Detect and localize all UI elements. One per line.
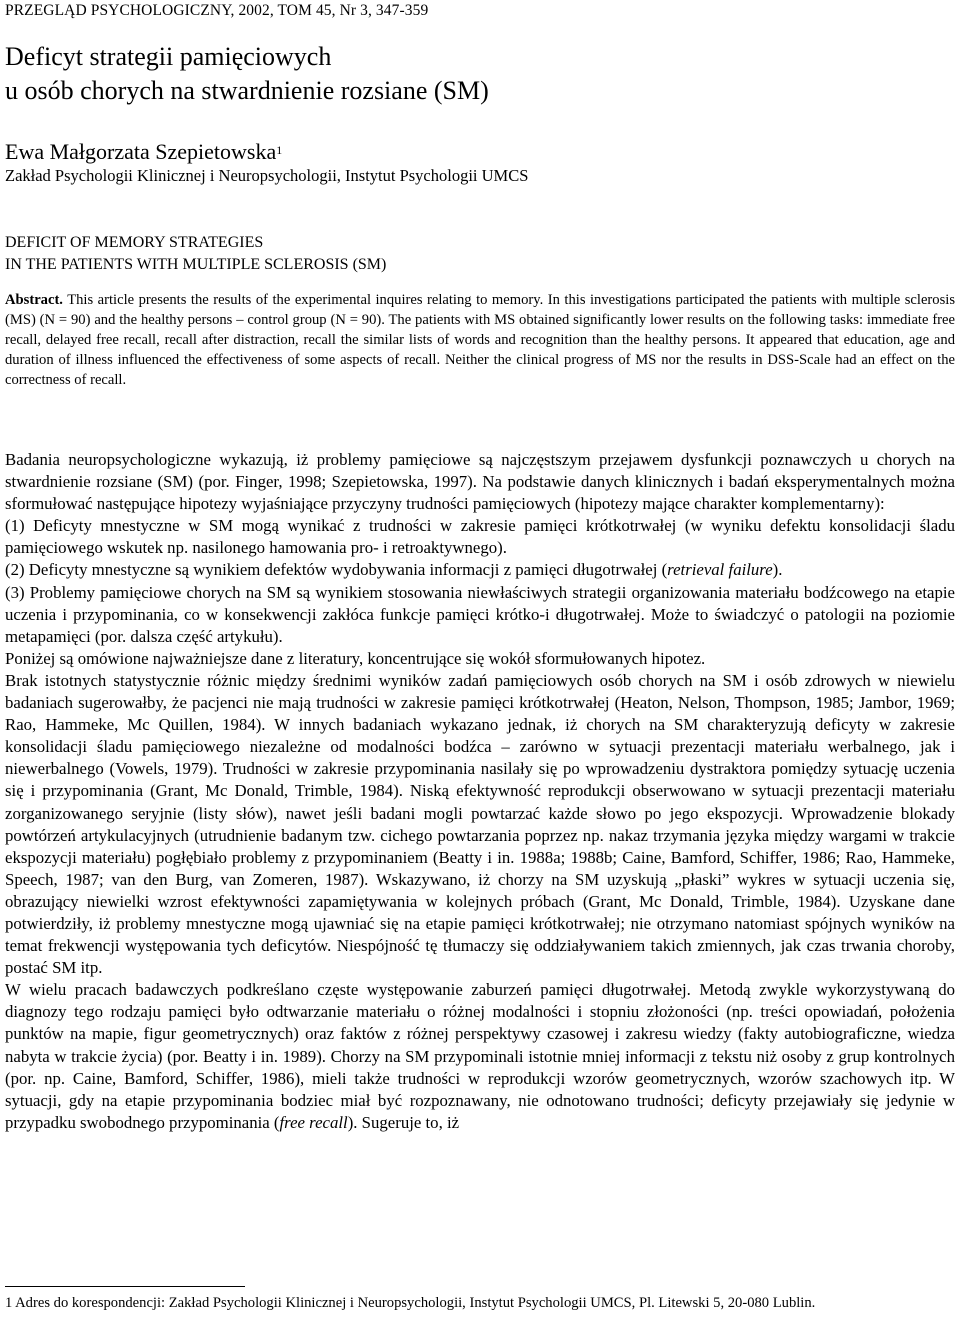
- english-title: [5, 232, 386, 276]
- author-footnote-mark: 1: [276, 143, 283, 157]
- footnote-mark: 1: [5, 1295, 13, 1311]
- abstract-text: This article presents the results of the experimental inquires relating to memory. In this investigations participated the patients with multiple sclerosis (MS) (N = 90) and the healthy persons – control group (N = 90). The patients with MS obtained significantly lower results on the following tasks: immediate free recall, delayed free recall, recall after distraction, recall the similar lists of words and recognition than the healthy persons. It appeared that education, age and duration of illness influenced the effectiveness of some aspects of recall. Neither the clinical progress of MS nor the results in DSS-Scale had an effect on the correctness of recall.: [5, 292, 955, 389]
- english-title-line-2: IN THE PATIENTS WITH MULTIPLE SCLEROSIS (SM): [5, 256, 387, 273]
- abstract: [5, 290, 955, 390]
- paragraph-6: Brak istotnych statystycznie różnic między średnimi wyników zadań pamięciowych osób chorych na SM i osób zdrowych w niewielu badaniach sugerowałby, że pacjenci nie mają trudności w zakresie pamięci krótkotrwałej (Heaton, Nelson, Thompson, 1985; Jambor, 1969; Rao, Hammeke, Mc Quillen, 1984). W innych badaniach wykazano jednak, iż chorych na SM charakteryzują deficyty w zakresie konsolidacji śladu pamięciowego niezależne od modalności bodźca – zarówno w sytuacji prezentacji materiału werbalnego, jak i niewerbalnego (Vowels, 1979). Trudności w zakresie przypominania nasilały się po wprowadzeniu dystraktora pomiędzy sytuację uczenia się i przypominania (Grant, Mc Donald, Trimble, 1984). Niską efektywność reprodukcji obserwowano w sytuacji prezentacji materiału zorganizowanego seryjnie (listy słów), nawet jeśli badani mogli powtarzać każde słowo po jego ekspozycji. Wprowadzenie blokady powtórzeń artykulacyjnych (utrudnienie badanym tzw. cichego powtarzania poprzez np. nakaz trzymania języka między wargami w trakcie ekspozycji materiału) pogłębiało problemy z przypominaniem (Beatty i in. 1988a; 1988b; Caine, Bamford, Schiffer, 1986; Rao, Hammeke, Speech, 1987; van den Burg, van Zomeren, 1987). Wskazywano, iż chorzy na SM uzyskują „płaski” wykres w sytuacji uczenia się, obrazujący niewielki wzrost efektywności zapamiętywania w kolejnych próbach (Grant, Mc Donald, Trimble, 1984). Uzyskane dane potwierdziły, iż problemy mnestyczne mogą ujawniać się na etapie pamięci krótkotrwałej; nie otrzymano natomiast spójnych wyników na temat frekwencji występowania tych deficytów. Niespójność tę tłumaczy się oddziaływaniem takich zmiennych, jak czas trwania choroby, postać SM itp.: [5, 670, 955, 978]
- paragraph-3-end: ).: [772, 560, 783, 580]
- paragraph-3: [5, 559, 955, 581]
- paragraph-3-text: (2) Deficyty mnestyczne są wynikiem defektów wydobywania informacji z pamięci długotrwałej (: [5, 560, 668, 580]
- english-title-line-1: DEFICIT OF MEMORY STRATEGIES: [5, 234, 264, 251]
- paragraph-1: Badania neuropsychologiczne wykazują, iż problemy pamięciowe są najczęstszym przejawem dysfunkcji poznawczych u chorych na stwardnienie rozsiane (SM) (por. Finger, 1998; Szepietowska, 1997). Na podstawie danych klinicznych i badań eksperymentalnych można sformułować następujące hipotezy wyjaśniające przyczyny trudności pamięciowych (hipotezy mające charakter komplementarny):: [5, 450, 955, 514]
- author-name: [5, 138, 282, 166]
- author-affiliation: Zakład Psychologii Klinicznej i Neuropsychologii, Instytut Psychologii UMCS: [5, 166, 529, 185]
- paragraph-2: (1) Deficyty mnestyczne w SM mogą wynikać z trudności w zakresie pamięci krótkotrwałej (w wyniku defektu konsolidacji śladu pamięciowego wskutek np. nasilonego hamowania pro- i retroaktywnego).: [5, 516, 955, 558]
- paragraph-3-italic: retrieval failure: [667, 560, 773, 580]
- footnote: [5, 1294, 955, 1314]
- footnote-text: Adres do korespondencji: Zakład Psychologii Klinicznej i Neuropsychologii, Instytut Psychologii UMCS, Pl. Litewski 5, 20-080 Lublin.: [12, 1295, 816, 1311]
- paragraph-5: Poniżej są omówione najważniejsze dane z literatury, koncentrujące się wokół sformułowanych hipotez.: [5, 648, 706, 668]
- author-name-text: Ewa Małgorzata Szepietowska: [5, 139, 277, 164]
- footnote-divider: [5, 1286, 245, 1287]
- article-title: [5, 40, 489, 108]
- paragraph-4: (3) Problemy pamięciowe chorych na SM są wynikiem stosowania niewłaściwych strategii organizowania materiału bodźcowego na etapie uczenia i przypominania, co w konsekwencji zakłóca funkcje pamięci krótko-i długotrwałej. Może to świadczyć o patologii na poziomie metapamięci (por. dalsza część artykułu).: [5, 582, 955, 646]
- paragraph-7: [5, 979, 955, 1134]
- article-title-line-2: u osób chorych na stwardnienie rozsiane (SM): [5, 76, 489, 105]
- paragraph-7-text: W wielu pracach badawczych podkreślano częste występowanie zaburzeń pamięci długotrwałej. Metodą zwykle wykorzystywaną do diagnozy tego rodzaju pamięci było odtwarzanie materiału o różnej modalności i stopniu złożoności (np. treści opowiadań, położenia punktów na mapie, figur geometrycznych) oraz faktów z różnej perspektywy czasowej i zakresu wiedzy (fakty autobiograficzne, wiedza nabyta w trakcie życia) (por. Beatty i in. 1989). Chorzy na SM przypominali istotnie mniej informacji z tekstu niż osoby z grup kontrolnych (por. np. Caine, Bamford, Schiffer, 1986), mieli także trudności w reprodukcji wzorów geometrycznych, wzorów szachowych itp. W sytuacji, gdy na etapie przypominania bodziec miał być rozpoznawany, nie odnotowano trudności; deficyty przejawiały się jedynie w przypadku swobodnego przypominania (: [5, 980, 955, 1132]
- paragraph-7-end: ). Sugeruje to, iż: [347, 1112, 460, 1132]
- article-title-line-1: Deficyt strategii pamięciowych: [5, 42, 332, 71]
- paragraph-7-italic: free recall: [279, 1112, 348, 1132]
- body-text: [5, 449, 955, 1134]
- abstract-label: Abstract.: [5, 292, 63, 308]
- journal-header: PRZEGLĄD PSYCHOLOGICZNY, 2002, TOM 45, Nr 3, 347-359: [5, 2, 429, 19]
